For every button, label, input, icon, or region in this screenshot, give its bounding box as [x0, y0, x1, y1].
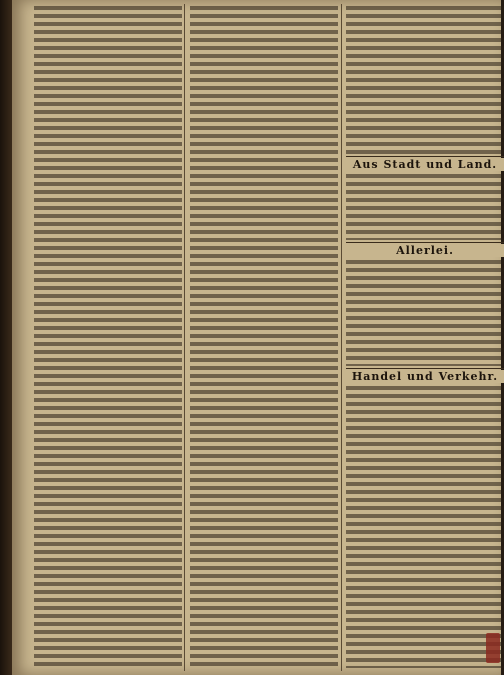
article-text: [346, 386, 504, 668]
article-text: [346, 174, 504, 240]
section-rule: [346, 156, 504, 157]
column-3: [346, 6, 504, 669]
section-heading-trade: Handel und Verkehr.: [346, 370, 504, 383]
article-text: [190, 6, 338, 668]
section-rule: [346, 242, 504, 243]
column-2: [190, 6, 338, 669]
column-1: [34, 6, 182, 669]
article-text: [34, 6, 182, 668]
section-heading-misc: Allerlei.: [346, 244, 504, 257]
section-heading-local: Aus Stadt und Land.: [346, 158, 504, 171]
newspaper-page: [12, 0, 501, 675]
section-rule: [346, 368, 504, 369]
book-binding: [0, 0, 12, 675]
column-rule: [184, 4, 185, 671]
library-tab: [486, 633, 500, 663]
column-rule: [341, 4, 342, 671]
article-text: [346, 6, 504, 154]
article-text: [346, 260, 504, 366]
